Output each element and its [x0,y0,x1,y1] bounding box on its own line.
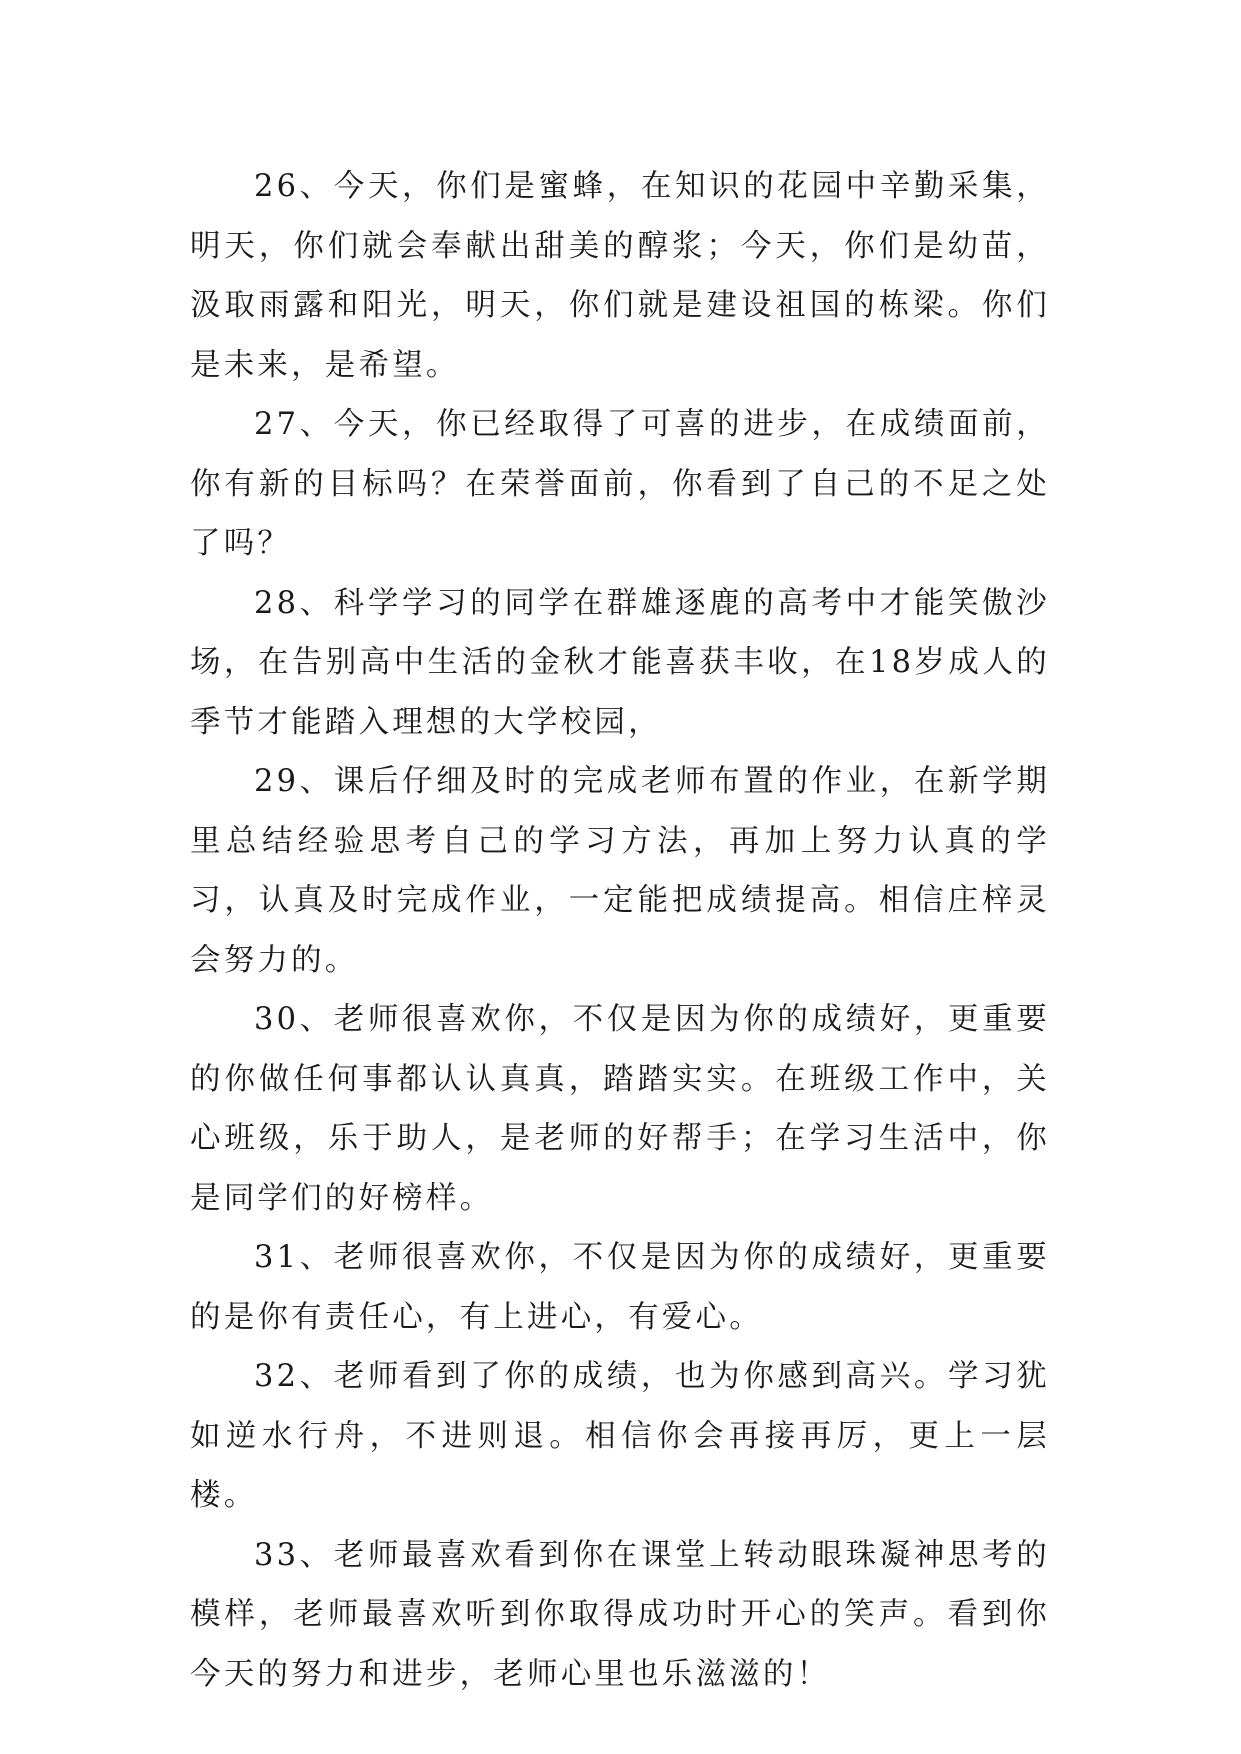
paragraph-27: 27、今天，你已经取得了可喜的进步，在成绩面前，你有新的目标吗？在荣誉面前，你看到了自己的不足之处了吗？ [190,407,1050,561]
paragraph-33: 33、老师最喜欢看到你在课堂上转动眼珠凝神思考的模样，老师最喜欢听到你取得成功时开心的笑声。看到你今天的努力和进步，老师心里也乐滋滋的！ [190,1537,1050,1692]
paragraph-26: 26、今天，你们是蜜蜂，在知识的花园中辛勤采集，明天，你们就会奉献出甜美的醇浆；今天，你们是幼苗，汲取雨露和阳光，明天，你们就是建设祖国的栋梁。你们是未来，是希望。 [190,169,1050,383]
paragraph-32: 32、老师看到了你的成绩，也为你感到高兴。学习犹如逆水行舟，不进则退。相信你会再接再厉，更上一层楼。 [190,1359,1050,1513]
paragraph-29: 29、课后仔细及时的完成老师布置的作业，在新学期里总结经验思考自己的学习方法，再加上努力认真的学习，认真及时完成作业，一定能把成绩提高。相信庄梓灵会努力的。 [190,764,1050,978]
paragraph-30: 30、老师很喜欢你，不仅是因为你的成绩好，更重要的你做任何事都认认真真，踏踏实实。在班级工作中，关心班级，乐于助人，是老师的好帮手；在学习生活中，你是同学们的好榜样。 [190,1002,1050,1216]
document-body [190,157,1050,1704]
paragraph-31: 31、老师很喜欢你，不仅是因为你的成绩好，更重要的是你有责任心，有上进心，有爱心。 [190,1240,1050,1335]
paragraph-28: 28、科学学习的同学在群雄逐鹿的高考中才能笑傲沙场，在告别高中生活的金秋才能喜获丰收，在18岁成人的季节才能踏入理想的大学校园， [190,585,1050,740]
